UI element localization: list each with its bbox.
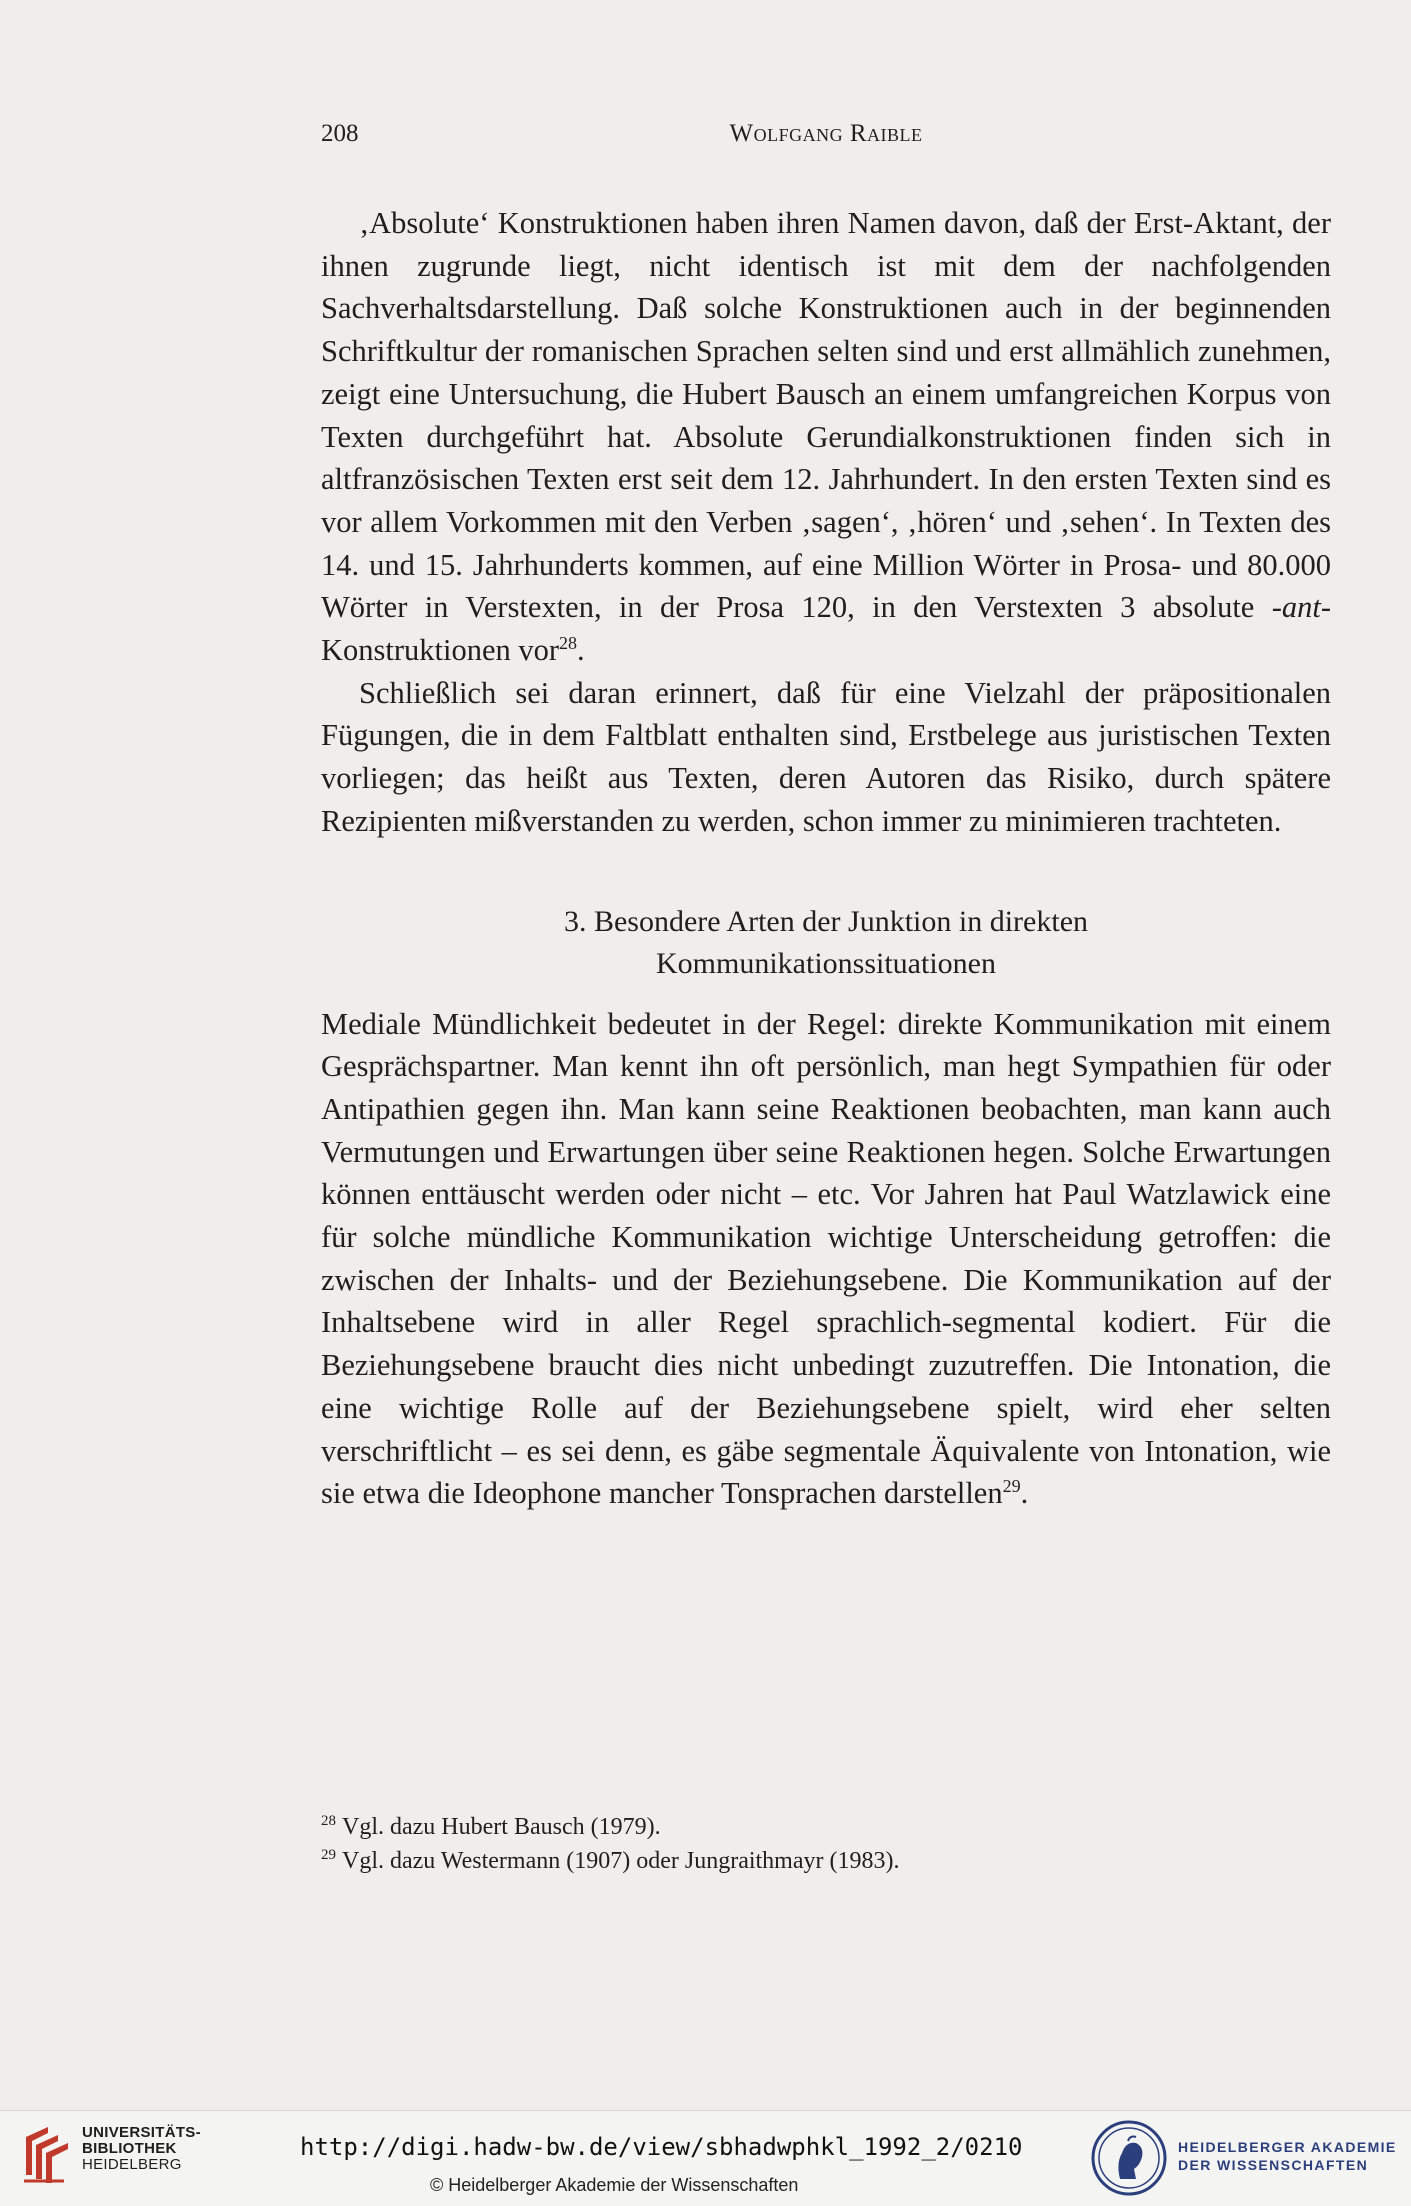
page-number: 208 xyxy=(321,120,359,147)
paragraph-medial-orality: Mediale Mündlichkeit bedeutet in der Regel: direkte Kommunikation mit einem Gesprächspartner. Man kennt ihn oft persönlich, man hegt Sympathien für oder Antipathien gegen ihn. Man kann seine Reaktionen beobachten, man kann auch Vermutungen und Erwartungen über seine Reaktionen hegen. Solche Erwartungen können enttäuscht werden oder nicht – etc. Vor Jahren hat Paul Watzlawick eine für solche mündliche Kommunikation wichtige Unterscheidung getroffen: die zwischen der Inhalts- und der Beziehungsebene. Die Kommunikation auf der Inhaltsebene wird in aller Regel sprachlich-segmental kodiert. Für die Beziehungsebene braucht dies nicht unbedingt zuzutreffen. Die Intonation, die eine wichtige Rolle auf der Beziehungsebene spielt, wird eher selten verschriftlicht – es sei denn, es gäbe segmentale Äquivalente von Intonation, wie sie etwa die Ideophone mancher Tonsprachen darstellen$^{29}$. xyxy=(321,1006,1331,1511)
footnote-text: Vgl. dazu Westermann (1907) oder Jungraithmayr (1983). xyxy=(342,1848,900,1874)
section-heading-line-2: Kommunikationssituationen xyxy=(656,946,996,980)
running-head: Wolfgang Raible xyxy=(729,120,923,147)
paragraph-juristic-texts: Schließlich sei daran erinnert, daß für eine Vielzahl der präpositionalen Fügungen, die in dem Faltblatt enthalten sind, Erstbelege aus juristischen Texten vorliegen; das heißt aus Texten, deren Autoren das Risiko, durch spätere Rezipienten mißverstanden zu werden, schon immer zu minimieren trachteten. xyxy=(321,675,1331,838)
footer-bar xyxy=(0,2110,1411,2206)
footnote-29 xyxy=(321,1844,1331,1878)
academy-seal-icon[interactable] xyxy=(1090,2119,1168,2197)
paragraph-absolute-constructions: ‚Absolute‘ Konstruktionen haben ihren Namen davon, daß der Erst-Aktant, der ihnen zugrunde liegt, nicht identisch ist mit dem der nachfolgenden Sachverhaltsdarstellung. Daß solche Konstruktionen auch in der beginnenden Schriftkultur der romanischen Sprachen selten sind und erst allmählich zunehmen, zeigt eine Untersuchung, die Hubert Bausch an einem umfangreichen Korpus von Texten durchgeführt hat. Absolute Gerundialkonstruktionen finden sich in altfranzösischen Texten erst seit dem 12. Jahrhundert. In den ersten Texten sind es vor allem Vorkommen mit den Verben ‚sagen‘, ‚hören‘ und ‚sehen‘. In Texten des 14. und 15. Jahrhunderts kommen, auf eine Million Wörter in Prosa- und 80.000 Wörter in Verstexten, in der Prosa 120, in den Verstexten 3 absolute -ant-Konstruktionen vor$^{28}$. xyxy=(321,206,1331,668)
footnote-number: 29 xyxy=(321,1847,336,1863)
copyright-notice: © Heidelberger Akademie der Wissenschaften xyxy=(430,2175,799,2195)
section-heading-line-1: 3. Besondere Arten der Junktion in direkten xyxy=(563,904,1089,938)
document-url-link[interactable]: http://digi.hadw-bw.de/view/sbhadwphkl_1992_2/0210 xyxy=(300,2133,1023,2161)
academy-name: HEIDELBERGER AKADEMIE DER WISSENSCHAFTEN xyxy=(1178,2139,1397,2173)
ant-suffix: -ant xyxy=(1271,590,1321,625)
section-heading xyxy=(321,901,1331,985)
page-header xyxy=(321,120,1331,156)
footnote-ref-29[interactable]: 29 xyxy=(1002,1476,1021,1497)
body-text xyxy=(321,202,1331,1515)
footnote-28 xyxy=(321,1810,1331,1844)
library-logo-icon[interactable] xyxy=(18,2123,74,2187)
footnote-number: 28 xyxy=(321,1813,336,1829)
library-name: UNIVERSITÄTS- BIBLIOTHEK HEIDELBERG xyxy=(82,2124,201,2173)
footnote-ref-28[interactable]: 28 xyxy=(559,632,578,653)
footnotes xyxy=(321,1810,1331,1878)
footnote-text: Vgl. dazu Hubert Bausch (1979). xyxy=(342,1814,661,1840)
